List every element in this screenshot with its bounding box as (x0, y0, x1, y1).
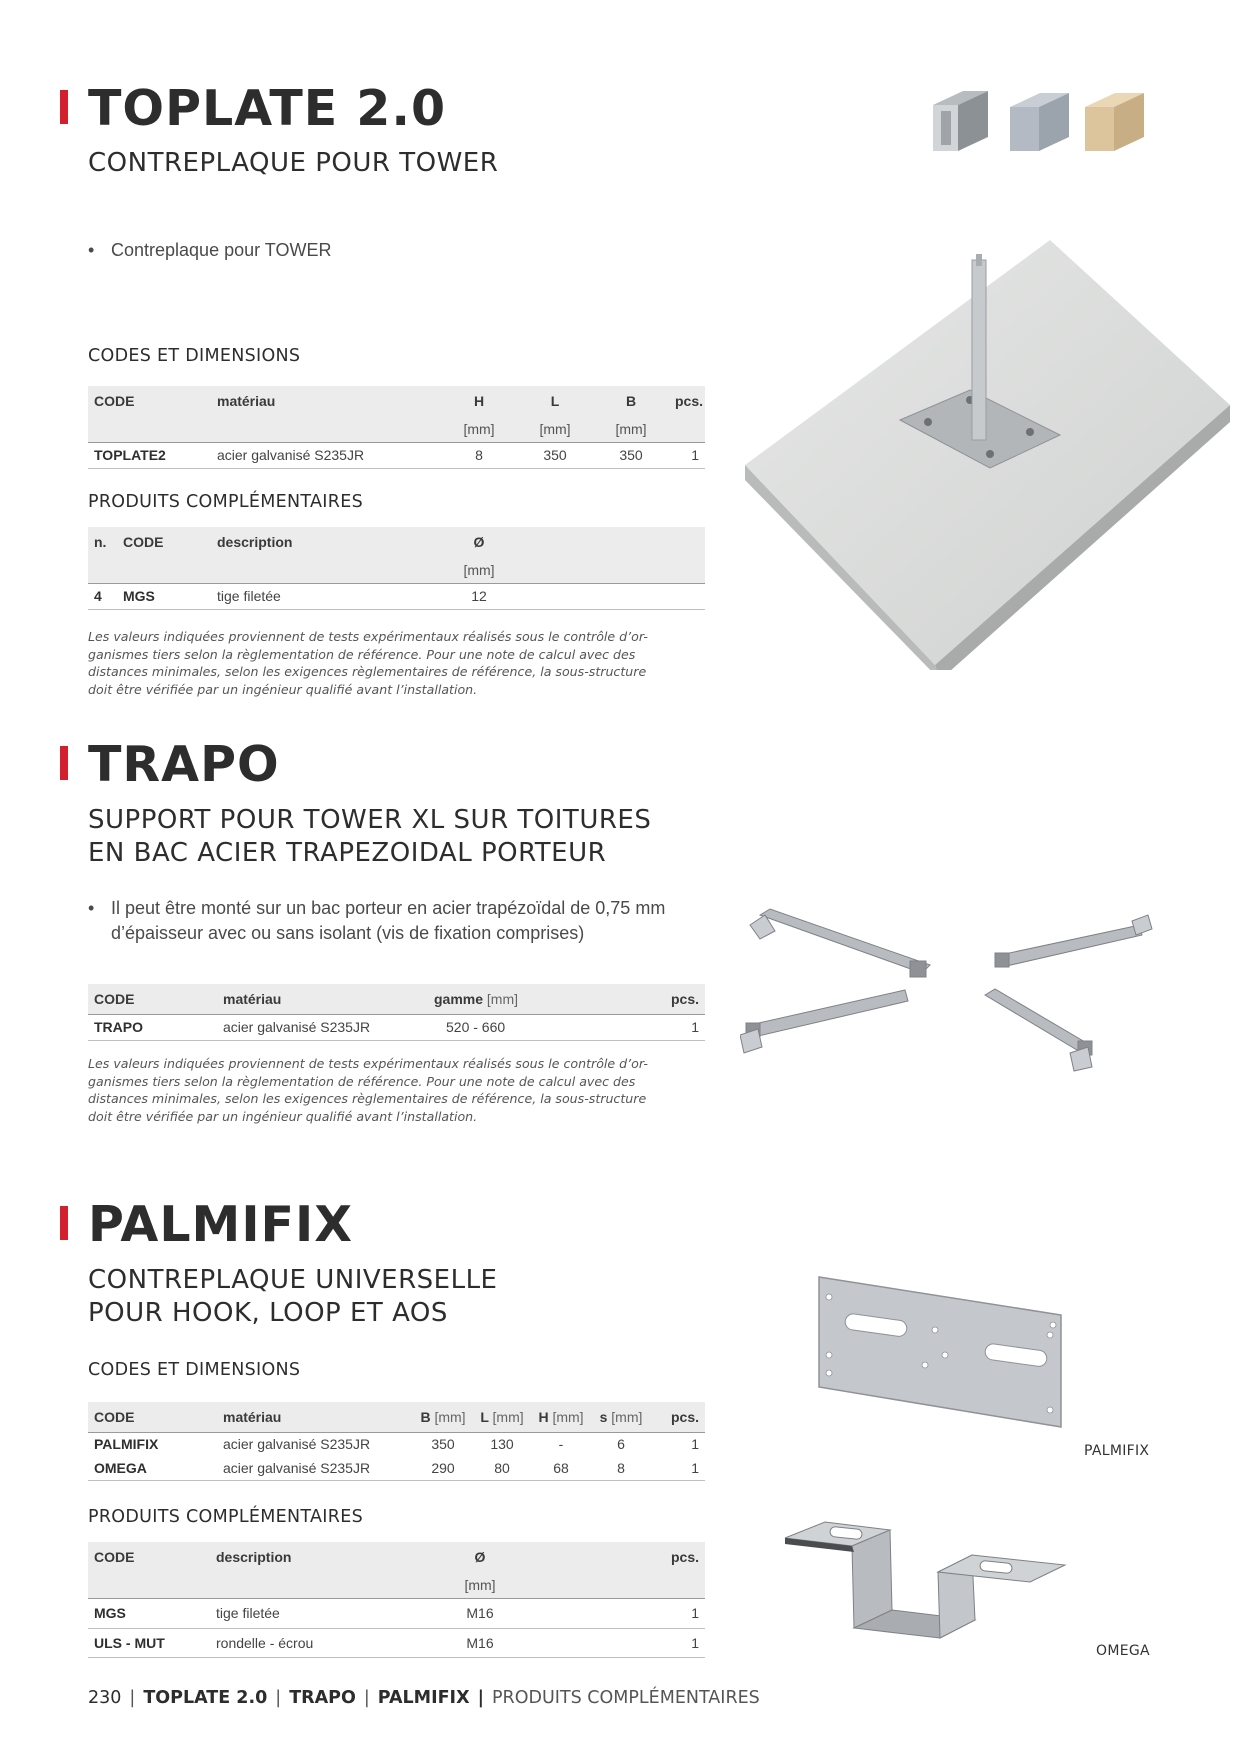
col-material: matériau (217, 393, 276, 409)
trapo-title: TRAPO (88, 736, 280, 793)
toplate-title: TOPLATE 2.0 (88, 80, 447, 137)
col-b: B (625, 393, 637, 409)
toplate-accent-bar (60, 90, 68, 124)
unit-b: [mm] (593, 416, 669, 442)
table-row: TOPLATE2 acier galvanisé S235JR 8 350 350 1 (88, 442, 705, 468)
palmifix-codes-table: CODE matériau B [mm] L [mm] H [mm] s [mm] pcs. PALMIFIX acier galvanisé S235JR 350 130 - 6 1 OMEGA acier galvanisé S235JR 290 80 68 8 1 (88, 1402, 705, 1481)
palmifix-subtitle: CONTREPLAQUE UNIVERSELLE POUR HOOK, LOOP ET AOS (88, 1265, 498, 1328)
palmifix-caption: PALMIFIX (1084, 1443, 1150, 1459)
toplate-product-image (740, 240, 1235, 670)
omega-caption: OMEGA (1096, 1643, 1150, 1659)
omega-product-image (780, 1510, 1070, 1645)
toplate-codes-table (88, 386, 705, 469)
toplate-note: Les valeurs indiquées proviennent de tests expérimentaux réalisés sous le contrôle d’or- ganismes tiers selon la règlementation de référence. Pour une note de calcul avec des distances minimales, selon les exigences règlementaires de référence, la sous-structure doit être vérifiée par un ingénieur qualifié avant l’installation. (88, 629, 648, 697)
table-row: MGS tige filetée M16 1 (88, 1598, 705, 1628)
col-l: L (550, 393, 560, 409)
footer-link-trapo[interactable]: TRAPO (289, 1688, 356, 1708)
trapo-accent-bar (60, 746, 68, 780)
palmifix-comp-table: CODE description Ø pcs. [mm] MGS tige filetée M16 1 ULS - MUT rondelle - écrou M16 1 (88, 1542, 705, 1658)
page-footer: 230 | TOPLATE 2.0 | TRAPO | PALMIFIX | PRODUITS COMPLÉMENTAIRES (88, 1688, 760, 1708)
palmifix-comp-heading: PRODUITS COMPLÉMENTAIRES (88, 1507, 363, 1527)
toplate-comp-table: n. CODE description Ø [mm] 4 MGS tige filetée 12 (88, 527, 705, 610)
concrete-block-icon (1010, 93, 1069, 151)
toplate-bullet: • Contreplaque pour TOWER (88, 240, 332, 260)
trapo-subtitle: SUPPORT POUR TOWER XL SUR TOITURES EN BAC ACIER TRAPEZOIDAL PORTEUR (88, 805, 652, 868)
table-row: TRAPO acier galvanisé S235JR 520 - 660 1 (88, 1014, 705, 1040)
trapo-product-image (740, 895, 1160, 1075)
palmifix-accent-bar (60, 1206, 68, 1240)
toplate-comp-heading: PRODUITS COMPLÉMENTAIRES (88, 492, 363, 512)
table-row: ULS - MUT rondelle - écrou M16 1 (88, 1628, 705, 1657)
table-row: 4 MGS tige filetée 12 (88, 583, 705, 609)
col-h: H (473, 393, 485, 409)
unit-l: [mm] (517, 416, 593, 442)
palmifix-product-image (815, 1275, 1065, 1430)
col-code: CODE (94, 393, 135, 409)
footer-link-toplate[interactable]: TOPLATE 2.0 (143, 1688, 268, 1708)
material-icons (925, 85, 1150, 153)
palmifix-codes-heading: CODES ET DIMENSIONS (88, 1360, 301, 1380)
toplate-codes-heading: CODES ET DIMENSIONS (88, 346, 301, 366)
trapo-bullet: • Il peut être monté sur un bac porteur en acier trapézoïdal de 0,75 mm d’épaisseur avec ou sans isolant (vis de fixation comprises) (88, 898, 666, 943)
page-number: 230 (88, 1688, 122, 1708)
table-row: OMEGA acier galvanisé S235JR 290 80 68 8 1 (88, 1456, 705, 1480)
toplate-subtitle: CONTREPLAQUE POUR TOWER (88, 148, 499, 178)
steel-beam-icon (933, 91, 988, 151)
table-row: PALMIFIX acier galvanisé S235JR 350 130 - 6 1 (94, 1436, 699, 1453)
trapo-table: CODE matériau gamme [mm] pcs. TRAPO acier galvanisé S235JR 520 - 660 1 (88, 984, 705, 1041)
col-pcs: pcs. (675, 393, 704, 409)
wood-beam-icon (1085, 93, 1144, 151)
trapo-note: Les valeurs indiquées proviennent de tests expérimentaux réalisés sous le contrôle d’or- ganismes tiers selon la règlementation de référence. Pour une note de calcul avec des distances minimales, selon les exigences règlementaires de référence, la sous-structure doit être vérifiée par un ingénieur qualifié avant l’installation. (88, 1056, 648, 1124)
palmifix-title: PALMIFIX (88, 1196, 354, 1253)
footer-link-palmifix[interactable]: PALMIFIX (377, 1688, 470, 1708)
footer-link-complementary[interactable]: PRODUITS COMPLÉMENTAIRES (491, 1688, 760, 1708)
unit-h: [mm] (441, 416, 517, 442)
